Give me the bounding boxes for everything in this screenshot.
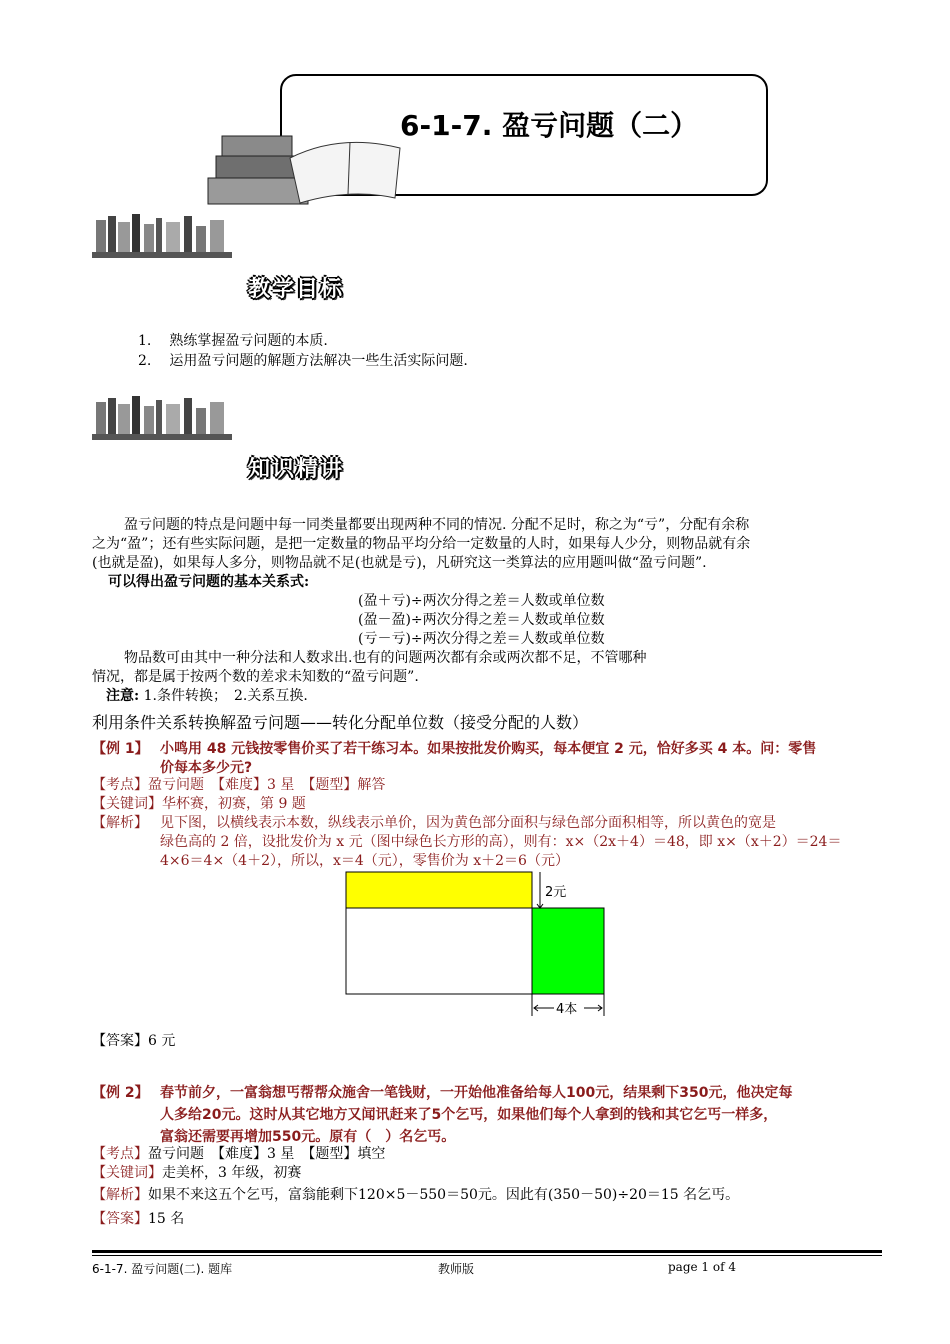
footer-page-number: page 1 of 4 (668, 1260, 736, 1274)
area-diagram (340, 868, 620, 1018)
example2-question-line: 富翁还需要再增加550元。原有（ ）名乞丐。 (160, 1129, 456, 1145)
bookshelf-icon (92, 394, 232, 442)
formula-2: (盈－盈)÷两次分得之差＝人数或单位数 (358, 612, 605, 628)
example1-meta2: 【关键词】华杯赛，初赛，第 9 题 (92, 796, 306, 812)
goal-item-2: 2. 运用盈亏问题的解题方法解决一些生活实际问题. (138, 353, 468, 369)
relations-heading: 可以得出盈亏问题的基本关系式: (108, 574, 310, 590)
bookshelf-icon (92, 212, 232, 260)
white-rectangle (346, 908, 532, 994)
knowledge-heading: 知识精讲 (248, 457, 345, 482)
example1-analysis-line: 绿色高的 2 倍，设批发价为 x 元（图中绿色长方形的高），则有：x×（2x＋4）＝48，即 x×（x＋2）＝24＝ (160, 834, 842, 850)
note-text: 1.条件转换； 2.关系互换. (143, 688, 308, 704)
knowledge-para-line: 之为“盈”；还有些实际问题，是把一定数量的物品平均分给一定数量的人时，如果每人少分，则物品就有余 (92, 536, 751, 552)
knowledge-para-line: 盈亏问题的特点是问题中每一同类量都要出现两种不同的情况. 分配不足时，称之为“亏”，分配有余称 (124, 517, 750, 533)
example2-meta2: 【关键词】走美杯，3 年级，初赛 (92, 1165, 302, 1181)
knowledge-para2-line: 物品数可由其中一种分法和人数求出.也有的问题两次都有余或两次都不足，不管哪种 (124, 650, 647, 666)
books-illustration (200, 128, 410, 218)
example2-question-line: 春节前夕，一富翁想丐帮帮众施舍一笔钱财，一开始他准备给每人100元，结果剩下350元，他决定每 (160, 1085, 793, 1101)
goal-item-1: 1. 熟练掌握盈亏问题的本质. (138, 333, 328, 349)
example2-answer: 【答案】15 名 (92, 1211, 185, 1227)
yellow-rectangle (346, 872, 532, 908)
example2-label: 【例 2】 (92, 1085, 149, 1101)
example1-question-line: 小鸣用 48 元钱按零售价买了若干练习本。如果按批发价购买，每本便宜 2 元，恰好多买 4 本。问：零售 (160, 741, 817, 757)
footer-left: 6-1-7. 盈亏问题(二). 题库 (92, 1262, 233, 1276)
footer-rule (92, 1255, 882, 1256)
example1-answer: 【答案】6 元 (92, 1033, 176, 1049)
example1-label: 【例 1】 (92, 741, 149, 757)
formula-1: (盈＋亏)÷两次分得之差＝人数或单位数 (358, 593, 605, 609)
page-title: 6-1-7. 盈亏问题（二） (400, 109, 699, 142)
example2-question-line: 人多给20元。这时从其它地方又闻讯赶来了5个乞丐，如果他们每个人拿到的钱和其它乞丐一样多， (160, 1107, 778, 1123)
formula-3: (亏－亏)÷两次分得之差＝人数或单位数 (358, 631, 605, 647)
footer-rule (92, 1250, 882, 1253)
label-4ben: 4本 (556, 1002, 578, 1017)
example1-analysis-label: 【解析】 (92, 815, 148, 831)
example2-analysis: 【解析】如果不来这五个乞丐，富翁能剩下120×5－550＝50元。因此有(350－50)÷20＝15 名乞丐。 (92, 1187, 740, 1203)
label-2yuan: 2元 (545, 885, 567, 900)
goals-heading: 教学目标 (248, 277, 345, 302)
topic-heading: 利用条件关系转换解盈亏问题——转化分配单位数（接受分配的人数） (92, 713, 589, 732)
example1-analysis-line: 见下图，以横线表示本数，纵线表示单价，因为黄色部分面积与绿色部分面积相等，所以黄色的宽是 (160, 815, 776, 831)
note-label: 注意: (106, 688, 140, 704)
note (106, 687, 308, 706)
example1-meta1: 【考点】盈亏问题 【难度】3 星 【题型】解答 (92, 777, 386, 793)
example1-question-line: 价每本多少元? (160, 760, 253, 776)
example1-analysis-line: 4×6＝4×（4＋2），所以，x＝4（元），零售价为 x＋2＝6（元） (160, 853, 569, 869)
footer-center: 教师版 (438, 1262, 475, 1276)
knowledge-para2-line: 情况，都是属于按两个数的差求未知数的“盈亏问题”. (92, 669, 419, 685)
example2-meta1: 【考点】盈亏问题 【难度】3 星 【题型】填空 (92, 1146, 386, 1162)
knowledge-para-line: (也就是盈)，如果每人多分，则物品就不足(也就是亏)，凡研究这一类算法的应用题叫做“盈亏问题”. (92, 555, 707, 571)
green-rectangle (532, 908, 604, 994)
